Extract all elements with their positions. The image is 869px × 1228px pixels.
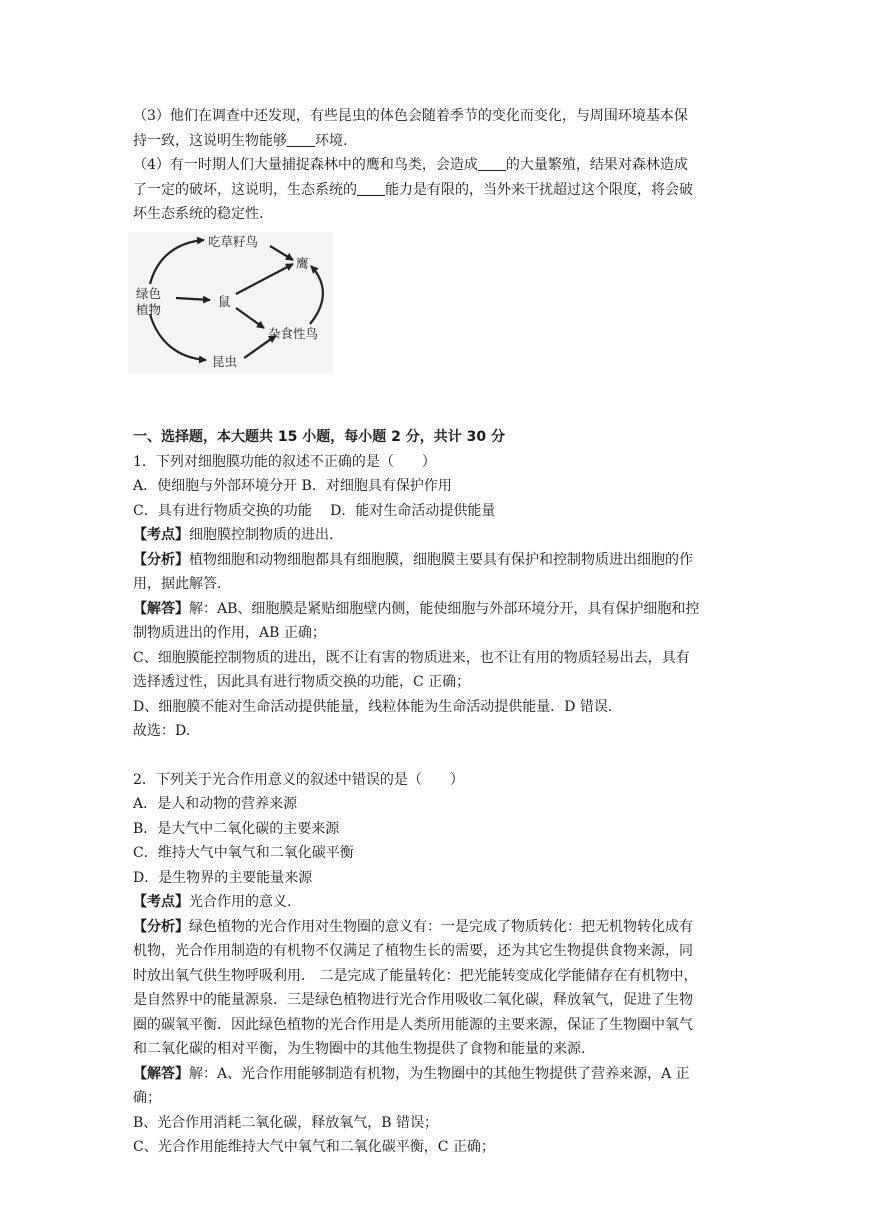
node-eagle: 鹰 xyxy=(296,256,309,271)
q1-jieda-5: D、细胞膜不能对生命活动提供能量，线粒体能为生命活动提供能量．D 错误. xyxy=(133,698,613,715)
q4-line-2: 了一定的破坏，这说明，生态系统的 能力是有限的，当外来干扰超过这个限度，将会破 xyxy=(133,181,693,198)
q4-line-3: 坏生态系统的稳定性. xyxy=(133,206,264,222)
node-plant-line2: 植物 xyxy=(136,302,162,317)
q2-fenxi-5: 圈的碳氧平衡．因此绿色植物的光合作用是人类所用能源的主要来源，保证了生物圈中氧气 xyxy=(133,1016,693,1033)
q2-kaodian: 【考点】光合作用的意义. xyxy=(133,894,292,910)
q1-fenxi: 【分析】植物细胞和动物细胞都具有细胞膜，细胞膜主要具有保护和控制物质进出细胞的作 xyxy=(133,551,693,568)
q2-jieda-2: 确； xyxy=(133,1090,161,1106)
q2-fenxi-3: 时放出氧气供生物呼吸利用． 二是完成了能量转化：把光能转变成化学能储存在有机物中， xyxy=(133,967,698,984)
section-title: 一、选择题，本大题共 15 小题，每小题 2 分，共计 30 分 xyxy=(133,429,505,445)
answer-section xyxy=(133,425,745,1160)
q2-fenxi-4: 是自然界中的能量源泉．三是绿色植物进行光合作用吸收二氧化碳，释放氧气，促进了生物 xyxy=(133,992,693,1008)
q3-line-1: （3）他们在调查中还发现，有些昆虫的体色会随着季节的变化而变化，与周围环境基本保 xyxy=(133,108,688,124)
node-plant-line1: 绿色 xyxy=(136,286,162,301)
q1-jieda-3: C、细胞膜能控制物质的进出，既不让有害的物质进来，也不让有用的物质轻易出去，具有 xyxy=(133,649,690,666)
q2-jieda: 【解答】解：A、光合作用能够制造有机物，为生物圈中的其他生物提供了营养来源，A 正 xyxy=(133,1065,690,1082)
q2-fenxi: 【分析】绿色植物的光合作用对生物圈的意义有：一是完成了物质转化：把无机物转化成有 xyxy=(133,918,693,935)
node-insect: 昆虫 xyxy=(212,354,238,369)
q1-kaodian: 【考点】细胞膜控制物质的进出. xyxy=(133,527,334,543)
question-continuation xyxy=(133,104,745,227)
q1-answer: 故选：D. xyxy=(133,723,191,739)
q1-jieda-2: 制物质进出的作用，AB 正确； xyxy=(133,625,326,641)
node-grain-bird: 吃草籽鸟 xyxy=(208,234,259,249)
q2-fenxi-6: 和二氧化碳的相对平衡，为生物圈中的其他生物提供了食物和能量的来源. xyxy=(133,1041,586,1057)
q1-jieda-4: 选择透过性，因此具有进行物质交换的功能，C 正确； xyxy=(133,674,471,690)
answer-blank[interactable] xyxy=(357,181,385,196)
q2-option-a: A．是人和动物的营养来源 xyxy=(133,796,298,812)
q2-jieda-4: C、光合作用能维持大气中氧气和二氧化碳平衡，C 正确； xyxy=(133,1139,495,1155)
answer-blank[interactable] xyxy=(287,132,315,147)
node-mouse: 鼠 xyxy=(218,294,231,309)
q2-jieda-3: B、光合作用消耗二氧化碳，释放氧气，B 错误； xyxy=(133,1114,439,1131)
food-web-diagram xyxy=(128,232,333,374)
q1-options-ab: A．使细胞与外部环境分开 B．对细胞具有保护作用 xyxy=(133,478,452,494)
q3-line-2: 持一致，这说明生物能够 环境. xyxy=(133,132,348,149)
q2-stem: 2．下列关于光合作用意义的叙述中错误的是（ ） xyxy=(133,771,464,788)
answer-blank[interactable] xyxy=(478,156,506,171)
q1-jieda: 【解答】解：AB、细胞膜是紧贴细胞壁内侧，能使细胞与外部环境分开，具有保护细胞和控 xyxy=(133,600,700,617)
q2-option-c: C．维持大气中氧气和二氧化碳平衡 xyxy=(133,845,354,861)
spacer xyxy=(133,744,745,768)
q1-options-cd: C．具有进行物质交换的功能 D．能对生命活动提供能量 xyxy=(133,502,496,519)
q1-fenxi-cont: 用，据此解答. xyxy=(133,576,222,592)
q2-fenxi-2: 机物，光合作用制造的有机物不仅满足了植物生长的需要，还为其它生物提供食物来源，同 xyxy=(133,943,693,959)
q2-option-b: B．是大气中二氧化碳的主要来源 xyxy=(133,820,340,837)
q4-line-1: （4）有一时期人们大量捕捉森林中的鹰和鸟类，会造成 的大量繁殖，结果对森林造成 xyxy=(133,157,688,173)
node-omni-bird: 杂食性鸟 xyxy=(268,326,319,341)
q1-stem: 1．下列对细胞膜功能的叙述不正确的是（ ） xyxy=(133,453,436,470)
q2-option-d: D．是生物界的主要能量来源 xyxy=(133,869,313,886)
